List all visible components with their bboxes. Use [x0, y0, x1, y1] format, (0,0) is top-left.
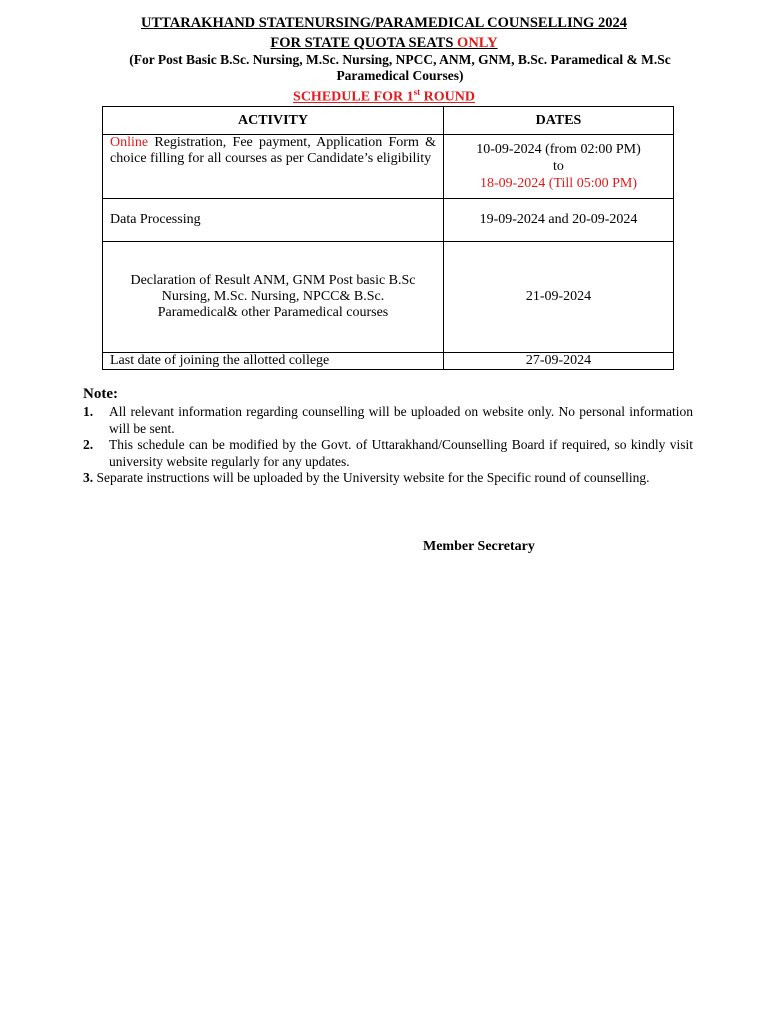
- activity-text: Declaration of Result ANM, GNM Post basic B.Sc Nursing, M.Sc. Nursing, NPCC& B.Sc. Paramedical& other Paramedical courses: [130, 273, 416, 320]
- online-highlight: Online: [110, 135, 149, 150]
- table-row: [103, 135, 674, 199]
- quota-subtitle: [0, 35, 768, 52]
- quota-subtitle-text: FOR STATE QUOTA SEATS: [270, 35, 454, 51]
- courses-line: [100, 52, 700, 84]
- note-text: All relevant information regarding counselling will be uploaded on website only. No personal information will be sent.: [109, 404, 693, 436]
- note-heading: Note:: [83, 386, 118, 402]
- courses-line-2: Paramedical Courses): [336, 68, 464, 83]
- schedule-table: [102, 106, 674, 370]
- schedule-heading-sup: st: [413, 87, 421, 97]
- note-number: 1.: [83, 404, 94, 419]
- table-header-row: [103, 107, 674, 135]
- date-start: 10-09-2024 (from 02:00 PM): [476, 142, 641, 157]
- note-number: 2.: [83, 437, 94, 452]
- activity-cell: Data Processing: [103, 199, 444, 242]
- dates-cell: 21-09-2024: [444, 242, 674, 353]
- dates-cell: [444, 135, 674, 199]
- activity-text: Registration, Fee payment, Application Form & choice filling for all courses as per Candidate’s eligibility: [110, 135, 436, 166]
- note-text: This schedule can be modified by the Govt. of Uttarakhand/Counselling Board if required, so kindly visit university website regularly for any updates.: [109, 437, 693, 469]
- table-row: [103, 199, 674, 242]
- activity-cell: Last date of joining the allotted college: [103, 353, 444, 370]
- note-item: [83, 470, 693, 487]
- table-row: [103, 242, 674, 353]
- dates-header: DATES: [444, 107, 674, 135]
- document-title: UTTARAKHAND STATENURSING/PARAMEDICAL COUNSELLING 2024: [141, 15, 627, 31]
- note-item: [83, 404, 693, 437]
- dates-cell: 27-09-2024: [444, 353, 674, 370]
- notes-list: [83, 404, 693, 487]
- dates-cell: 19-09-2024 and 20-09-2024: [444, 199, 674, 242]
- activity-header: ACTIVITY: [103, 107, 444, 135]
- activity-cell: [103, 242, 444, 353]
- note-item: [83, 437, 693, 470]
- signature: Member Secretary: [423, 539, 535, 554]
- only-highlight: ONLY: [457, 35, 498, 51]
- activity-cell: [103, 135, 444, 199]
- courses-line-1: (For Post Basic B.Sc. Nursing, M.Sc. Nursing, NPCC, ANM, GNM, B.Sc. Paramedical & M.Sc: [129, 52, 671, 67]
- date-to: to: [553, 159, 564, 174]
- schedule-heading-prefix: SCHEDULE FOR 1: [293, 89, 414, 105]
- note-text: Separate instructions will be uploaded by the University website for the Specific round of counselling.: [93, 470, 650, 485]
- schedule-heading-suffix: ROUND: [420, 89, 475, 105]
- table-row: [103, 353, 674, 370]
- date-end: 18-09-2024 (Till 05:00 PM): [479, 176, 637, 191]
- note-number: 3.: [83, 470, 94, 485]
- schedule-heading: [0, 87, 768, 106]
